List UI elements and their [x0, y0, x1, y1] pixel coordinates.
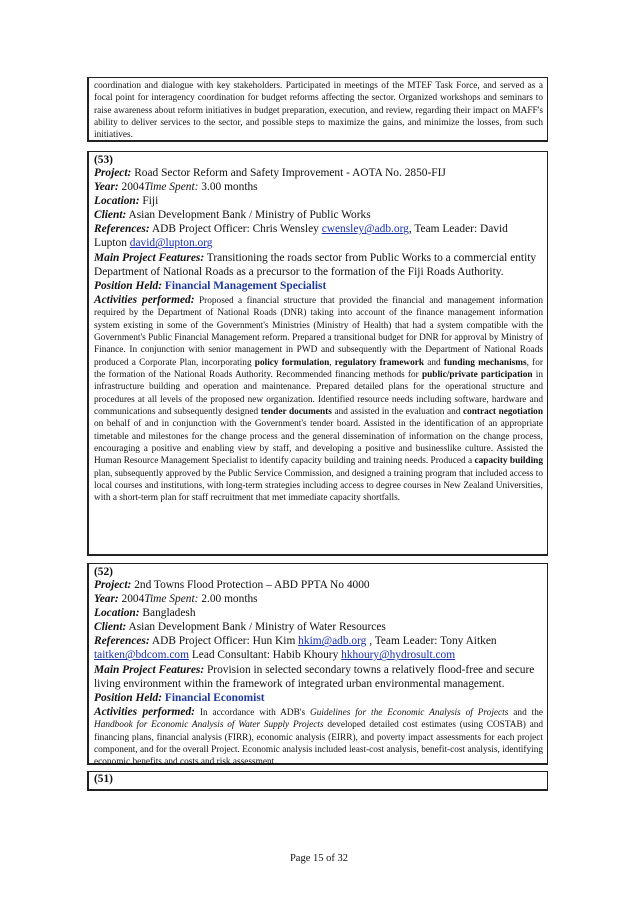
activities-bold-text: funding mechanisms: [443, 357, 527, 368]
references-label: References:: [94, 223, 150, 236]
client-value: Asian Development Bank / Ministry of Public Works: [128, 209, 371, 222]
position-value: Financial Economist: [164, 691, 265, 704]
features-text: Transitioning the roads sector from Public Works to a commercial entity Department of National Roads as a precursor to the formation of the Fiji Roads Authority.: [94, 251, 537, 278]
features-text: Provision in selected secondary towns a relatively flood-free and secure living environment within the framework of integrated urban environmental management.: [94, 663, 535, 690]
activities-italic-text: Handbook for Economic Analysis of Water Supply Projects: [94, 720, 324, 731]
activities-text: and: [427, 357, 441, 368]
activities-italic-text: Guidelines for the Economic Analysis of Projects: [310, 707, 509, 718]
location-value: Fiji: [142, 195, 159, 208]
activities-text: ,: [329, 357, 332, 368]
references-text: ADB Project Officer: Hun Kim: [151, 635, 296, 648]
position-line: [94, 279, 543, 293]
entry-number: (53): [94, 154, 113, 166]
activities-text: Proposed a financial structure that provided the financial and management information required by the Department of National Roads (DNR) taking into account of the finance management information system existing in some of the Government's Ministries (Ministry of Health) that had a system compatible with the Government's Public Financial Management reform. Prepared a transitional budget for DNR for approval by Ministry of Finance. In conjunction with senior management in PWD and subsequently with the Department of National Roads produced a Corporate Plan, incorporating: [94, 295, 543, 368]
activities-bold-text: capacity building: [474, 456, 544, 467]
activities-text: and assisted in the evaluation and: [334, 406, 461, 417]
activities-bold-text: contract negotiation: [462, 406, 543, 417]
year-line: [94, 180, 543, 194]
references-line: [94, 634, 543, 662]
entry-52: [87, 563, 548, 768]
entry-51: [87, 771, 548, 791]
activities-text: and the: [513, 707, 543, 718]
position-label: Position Held:: [94, 279, 163, 292]
time-value: 3.00 months: [201, 181, 258, 194]
client-label: Client:: [94, 621, 127, 634]
features-line: [94, 251, 543, 279]
email-link[interactable]: david@lupton.org: [129, 237, 213, 250]
entry-53: [87, 151, 548, 556]
client-line: [94, 620, 543, 634]
project-line: [94, 578, 543, 592]
year-line: [94, 592, 543, 606]
activities-bold-text: policy formulation: [254, 357, 330, 368]
activities-bold-text: regulatory framework: [334, 357, 425, 368]
email-link[interactable]: taitken@bdcom.com: [94, 649, 189, 662]
activities-bold-text: tender documents: [260, 406, 332, 417]
location-label: Location:: [94, 607, 140, 620]
activities-label: Activities performed:: [94, 293, 195, 306]
activities-text: plan, subsequently approved by the Public Service Commission, and designed a training program that included access to local courses and institutions, with long-term strategies including access to degree courses in New Zealand Universities, with a short-term plan for staff recruitment that met immediate capacity shortfalls.: [94, 468, 543, 504]
email-link[interactable]: hkim@adb.org: [298, 635, 367, 648]
references-line: [94, 222, 543, 250]
email-link[interactable]: cwensley@adb.org: [321, 223, 409, 236]
project-line: [94, 166, 543, 180]
features-label: Main Project Features:: [94, 663, 205, 676]
location-value: Bangladesh: [142, 607, 196, 620]
activities-label: Activities performed:: [94, 705, 195, 718]
references-label: References:: [94, 635, 150, 648]
year-label: Year:: [94, 593, 119, 606]
time-label: Time Spent:: [144, 181, 199, 194]
email-link[interactable]: hkhoury@hydrosult.com: [341, 649, 456, 662]
project-label: Project:: [94, 579, 132, 591]
location-line: [94, 194, 543, 208]
location-label: Location:: [94, 195, 140, 208]
project-name: Road Sector Reform and Safety Improvement - AOTA No. 2850-FIJ: [134, 167, 446, 179]
client-value: Asian Development Bank / Ministry of Water Resources: [128, 621, 386, 634]
previous-entry-continuation: [87, 77, 548, 142]
activities-text: , for the formation of the National Roads Authority. Recommended financing methods for: [94, 357, 544, 380]
activities-paragraph: [94, 293, 543, 505]
features-label: Main Project Features:: [94, 251, 205, 264]
references-text: , Team Leader: Tony Aitken: [369, 635, 497, 648]
year-value: 2004: [121, 593, 145, 606]
entry-number: (51): [94, 773, 113, 785]
activities-text: in infrastructure building and operation and maintenance. Prepared detailed plans for the operational structure and procedures at all levels of the proposed new organization. Identified resource needs including software, hardware and communications and subsequently designed: [94, 369, 543, 417]
year-value: 2004: [121, 181, 145, 194]
references-text: , Team Leader: David Lupton: [94, 223, 508, 250]
activities-bold-text: public/private participation: [421, 369, 533, 380]
year-label: Year:: [94, 181, 119, 194]
activities-text: In accordance with ADB's: [199, 707, 306, 718]
references-text: Lead Consultant: Habib Khoury: [191, 649, 339, 662]
position-line: [94, 691, 543, 705]
entry-number: (52): [94, 566, 113, 578]
project-name: 2nd Towns Flood Protection – ABD PPTA No 4000: [134, 579, 370, 591]
references-text: ADB Project Officer: Chris Wensley: [151, 223, 319, 236]
time-value: 2.00 months: [201, 593, 258, 606]
page-number: Page 15 of 32: [289, 853, 349, 864]
features-line: [94, 663, 543, 691]
location-line: [94, 606, 543, 620]
time-label: Time Spent:: [144, 593, 199, 606]
position-label: Position Held:: [94, 691, 163, 704]
activities-text: developed detailed cost estimates (using COSTAB) and financing plans, financial analysis (FIRR), economic analysis (EIRR), and poverty impact assessments for each project component, and for the overall Project. Economic analysis included least-cost analysis, benefit-cost analysis, identifying economic benefits and costs and risk assessment.: [94, 720, 544, 768]
activities-text: on behalf of and in conjunction with the Government's tender board. Assisted in the identification of an appropriate timetable and milestones for the change process and the general dissemination of information on the change process, encouraging a positive and enabling view by staff, and developing a positive and businesslike culture. Assisted the Human Resource Management Specialist to identify capacity building and training needs. Produced a: [94, 419, 543, 467]
client-line: [94, 208, 543, 222]
previous-entry-text: coordination and dialogue with key stakeholders. Participated in meetings of the MTEF Task Force, and served as a focal point for interagency coordination for budget reforms affecting the sector. Organized workshops and seminars to raise awareness about reform initiatives in budget preparation, execution, and review, regarding their impact on MAFF's ability to deliver services to the sector, and possible steps to maximize the gains, and minimize the losses, from such initiatives.: [94, 81, 543, 141]
position-value: Financial Management Specialist: [164, 279, 327, 292]
project-label: Project:: [94, 167, 132, 179]
activities-paragraph: [94, 705, 543, 769]
client-label: Client:: [94, 209, 127, 222]
